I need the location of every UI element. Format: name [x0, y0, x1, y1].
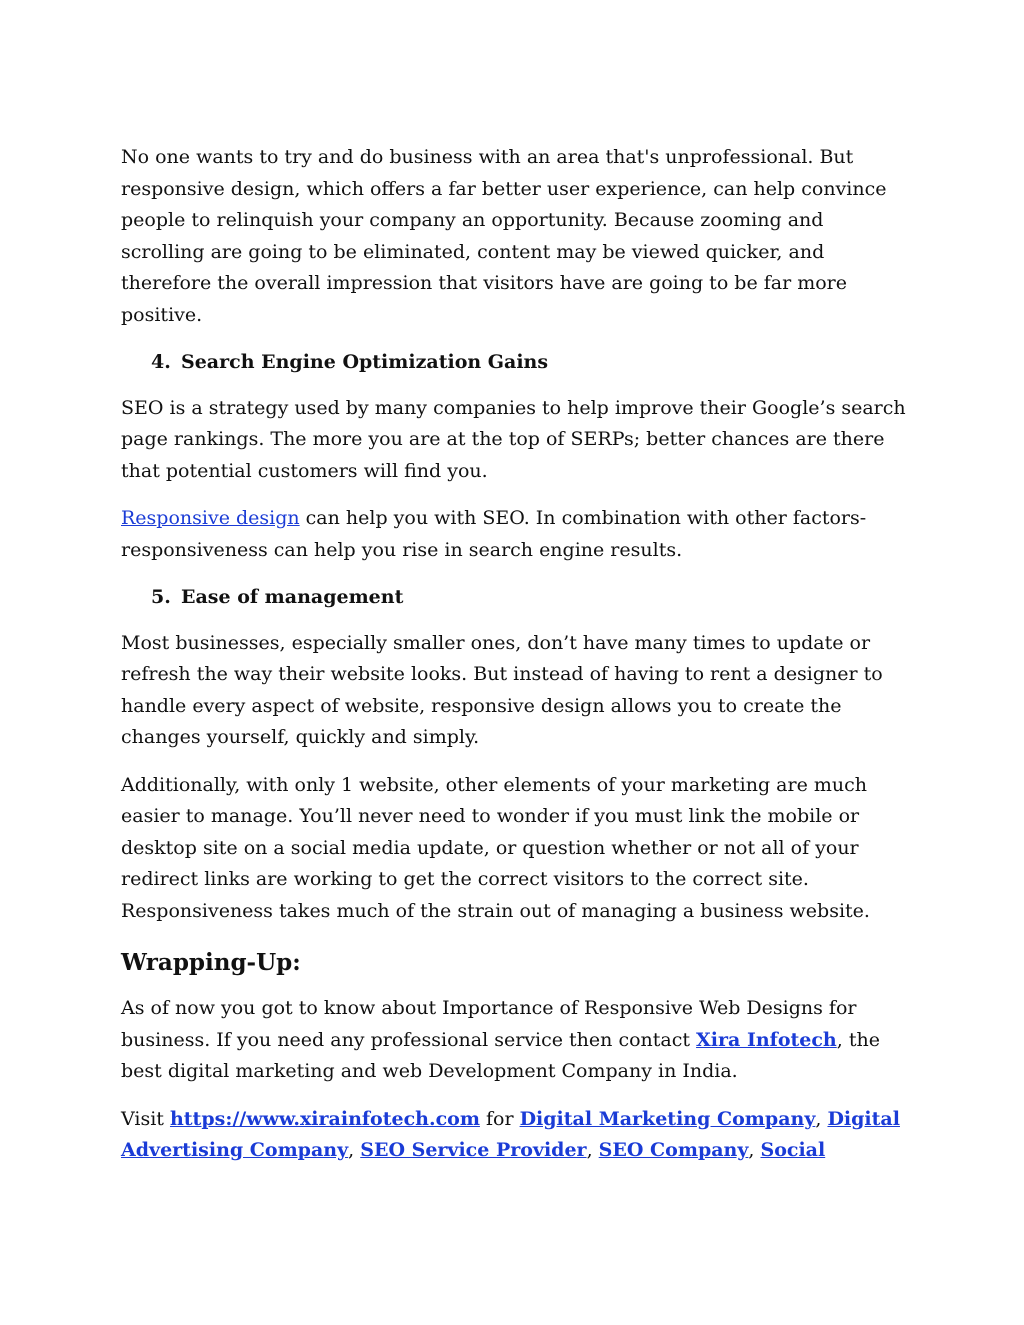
list-heading-seo: [151, 347, 911, 379]
xira-infotech-link[interactable]: Xira Infotech: [696, 1028, 837, 1051]
visit-prefix: Visit: [121, 1107, 170, 1130]
seo-company-link[interactable]: SEO Company: [598, 1139, 749, 1161]
social-link[interactable]: Social: [760, 1139, 826, 1161]
document-page: [121, 142, 911, 1183]
paragraph-text: , the best digital marketing and web Development Company in India.: [121, 1028, 880, 1082]
separator: ,: [586, 1139, 599, 1161]
list-number: 4.: [151, 351, 171, 373]
intro-paragraph: No one wants to try and do business with an area that's unprofessional. But responsive design, which offers a far better user experience, can help convince people to relinquish your company an opportunity. Because zooming and scrolling are going to be eliminated, content may be viewed quicker, and therefore the overall impression that visitors have are going to be far more positive.: [121, 146, 887, 326]
separator: ,: [748, 1139, 761, 1161]
list-heading-text: Search Engine Optimization Gains: [181, 351, 549, 373]
website-url-link[interactable]: https://www.xirainfotech.com: [169, 1107, 480, 1130]
digital-advertising-company-link[interactable]: Digital Advertising Company: [121, 1107, 900, 1161]
wrapping-up-heading: Wrapping-Up:: [121, 949, 301, 976]
management-paragraph-2: Additionally, with only 1 website, other elements of your marketing are much easier to manage. You’ll never need to wonder if you must link the mobile or desktop site on a social media update, or question whether or not all of your redirect links are working to get the correct visitors to the correct site. Responsiveness takes much of the strain out of managing a business website.: [121, 773, 870, 922]
visit-for-text: for: [479, 1107, 520, 1130]
wrapping-up-paragraph: [121, 993, 911, 1088]
list-number: 5.: [151, 586, 171, 608]
list-heading-text: Ease of management: [181, 586, 404, 608]
seo-service-provider-link[interactable]: SEO Service Provider: [360, 1139, 587, 1161]
separator: ,: [815, 1107, 828, 1130]
management-paragraph-1: Most businesses, especially smaller ones, don’t have many times to update or refresh the way their website looks. But instead of having to rent a designer to handle every aspect of website, responsive design allows you to create the changes yourself, quickly and simply.: [121, 631, 883, 748]
seo-paragraph: SEO is a strategy used by many companies to help improve their Google’s search page rankings. The more you are at the top of SERPs; better chances are there that potential customers will find you.: [121, 396, 906, 482]
paragraph-text: can help you with SEO. In combination with other factors- responsiveness can help you rise in search engine results.: [121, 507, 867, 561]
paragraph-text: As of now you got to know about Importance of Responsive Web Designs for business. If you need any professional service then contact: [121, 997, 857, 1051]
responsive-design-paragraph: [121, 503, 911, 566]
list-heading-management: [151, 582, 911, 614]
digital-marketing-company-link[interactable]: Digital Marketing Company: [519, 1107, 816, 1130]
responsive-design-link[interactable]: Responsive design: [121, 507, 300, 529]
separator: ,: [348, 1139, 361, 1161]
visit-paragraph: [121, 1104, 911, 1167]
